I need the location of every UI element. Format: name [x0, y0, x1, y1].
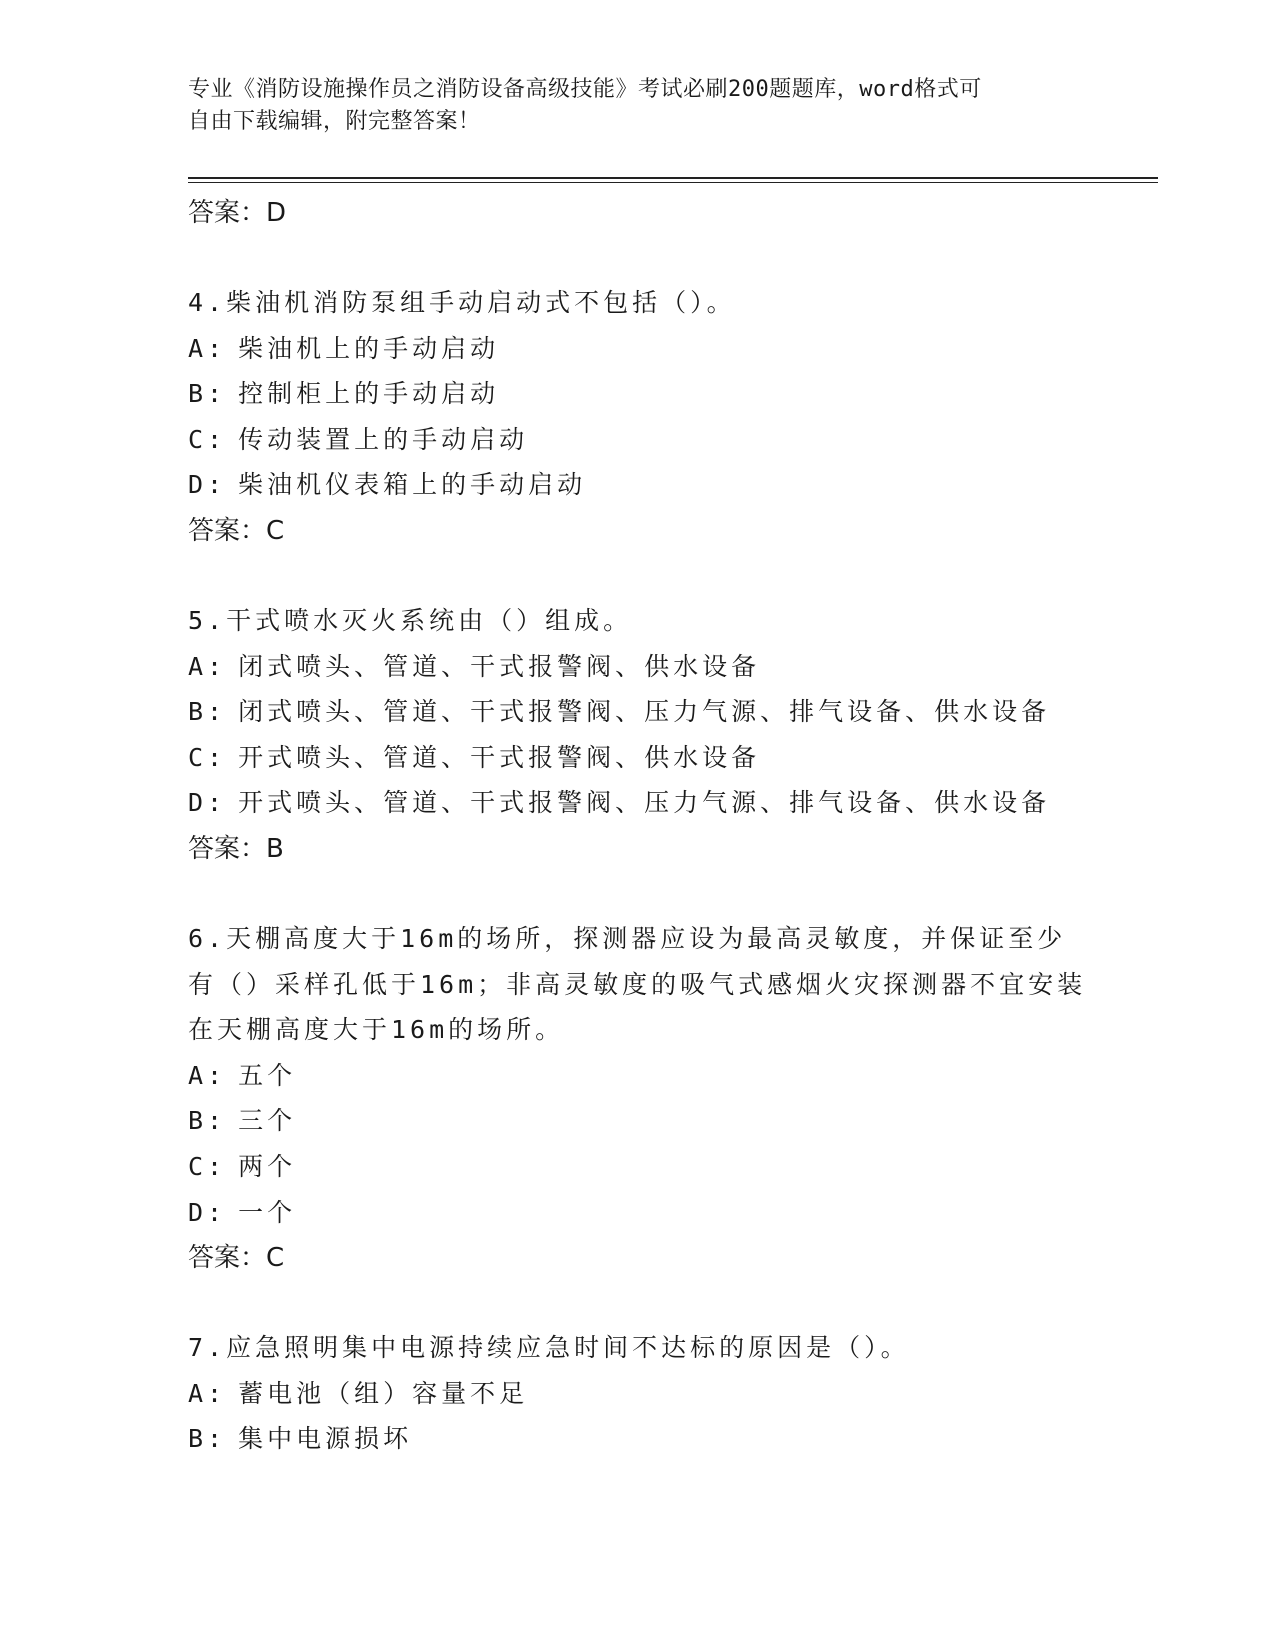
option-b [188, 689, 1118, 735]
option-text: 集中电源损坏 [238, 1424, 413, 1454]
option-text: 柴油机上的手动启动 [238, 333, 500, 363]
question-stem-continued: 有（）采样孔低于16m；非高灵敏度的吸气式感烟火灾探测器不宜安装 [188, 969, 1087, 999]
option-d [188, 780, 1118, 826]
option-letter: A: [188, 1378, 227, 1408]
answer-label: 答案： [188, 198, 267, 228]
option-d [188, 462, 1118, 508]
question-stem-text: 干式喷水灭火系统由（）组成。 [226, 605, 633, 635]
answer-value: C [266, 515, 285, 546]
option-letter: A: [188, 651, 227, 681]
option-letter: B: [188, 1106, 227, 1136]
question-block [188, 1325, 1118, 1462]
answer-value: C [266, 1243, 285, 1274]
question-stem [188, 916, 1118, 962]
option-letter: D: [188, 1197, 227, 1227]
question-stem-continued: 在天棚高度大于16m的场所。 [188, 1015, 565, 1045]
option-text: 三个 [238, 1106, 297, 1136]
option-text: 两个 [238, 1151, 297, 1181]
previous-answer [188, 190, 1118, 236]
question-list [188, 190, 1118, 1462]
option-text: 开式喷头、管道、干式报警阀、压力气源、排气设备、供水设备 [238, 788, 1051, 818]
option-letter: D: [188, 788, 227, 818]
option-letter: C: [188, 742, 227, 772]
option-text: 闭式喷头、管道、干式报警阀、压力气源、排气设备、供水设备 [238, 697, 1051, 727]
option-a [188, 1371, 1118, 1417]
question-stem [188, 280, 1118, 326]
question-stem-text: 柴油机消防泵组手动启动式不包括（）。 [226, 288, 736, 317]
header-line-2: 自由下载编辑，附完整答案！ [188, 109, 481, 134]
option-text: 开式喷头、管道、干式报警阀、供水设备 [238, 742, 761, 772]
option-text: 控制柜上的手动启动 [238, 379, 500, 409]
option-letter: A: [188, 1060, 227, 1090]
option-c [188, 417, 1118, 463]
option-text: 蓄电池（组）容量不足 [238, 1378, 529, 1408]
answer-value: D [266, 198, 287, 228]
question-block [188, 280, 1118, 598]
option-letter: D: [188, 470, 227, 500]
option-text: 柴油机仪表箱上的手动启动 [238, 470, 587, 500]
question-answer [188, 826, 1118, 872]
question-block [188, 598, 1118, 916]
question-number: 4. [188, 288, 227, 317]
question-number: 6. [188, 923, 227, 953]
question-number: 7. [188, 1333, 227, 1363]
option-letter: C: [188, 424, 227, 454]
header-divider-thin [188, 182, 1158, 183]
question-stem [188, 1325, 1118, 1371]
option-a [188, 1053, 1118, 1099]
option-letter: A: [188, 333, 227, 363]
option-text: 一个 [238, 1197, 297, 1227]
option-b [188, 1416, 1118, 1462]
question-stem-text: 应急照明集中电源持续应急时间不达标的原因是（）。 [226, 1333, 910, 1363]
option-a [188, 644, 1118, 690]
question-number: 5. [188, 605, 227, 635]
answer-label: 答案： [188, 1243, 267, 1274]
answer-label: 答案： [188, 515, 267, 546]
option-c [188, 735, 1118, 781]
option-d [188, 1190, 1118, 1236]
option-letter: C: [188, 1151, 227, 1181]
option-letter: B: [188, 379, 227, 409]
option-b [188, 371, 1118, 417]
option-letter: B: [188, 697, 227, 727]
question-block [188, 916, 1118, 1325]
option-a [188, 326, 1118, 372]
option-text: 五个 [238, 1060, 297, 1090]
header-divider-thick [188, 177, 1158, 179]
document-header [188, 74, 1088, 138]
answer-value: B [266, 833, 284, 864]
header-line-1: 专业《消防设施操作员之消防设备高级技能》考试必刷200题题库，word格式可 [188, 77, 982, 102]
option-letter: B: [188, 1424, 227, 1454]
question-answer [188, 1235, 1118, 1281]
answer-label: 答案： [188, 833, 267, 864]
option-c [188, 1144, 1118, 1190]
option-text: 闭式喷头、管道、干式报警阀、供水设备 [238, 651, 761, 681]
question-answer [188, 508, 1118, 554]
question-stem [188, 598, 1118, 644]
option-text: 传动装置上的手动启动 [238, 424, 529, 454]
option-b [188, 1098, 1118, 1144]
question-stem-text: 天棚高度大于16m的场所，探测器应设为最高灵敏度，并保证至少 [226, 923, 1067, 953]
